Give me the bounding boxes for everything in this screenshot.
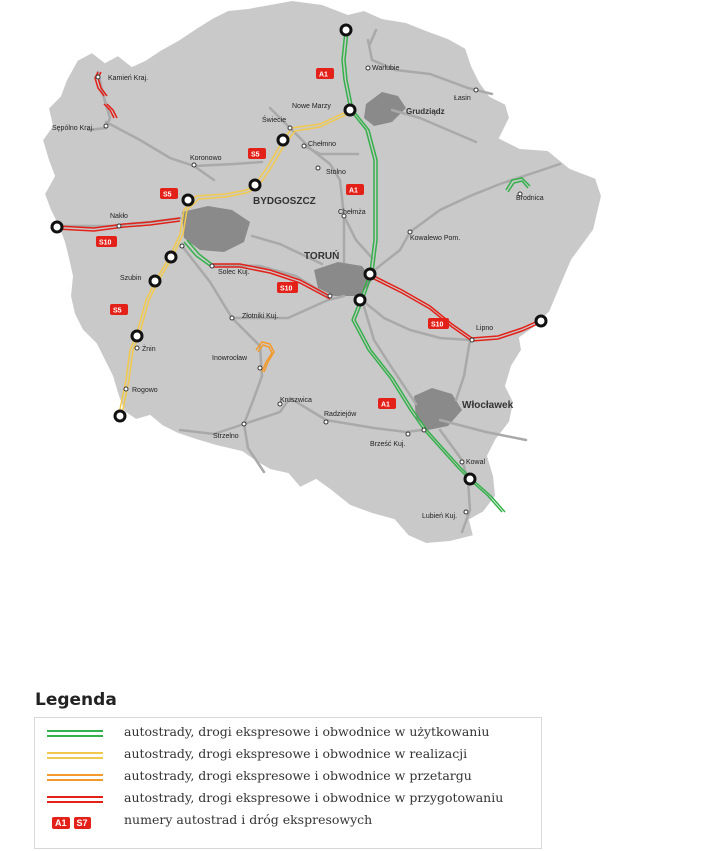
legend-title: Legenda — [35, 690, 117, 710]
svg-text:S10: S10 — [99, 239, 112, 247]
legend — [34, 690, 554, 828]
legend-badges — [52, 813, 95, 831]
label-naklo: Nakło — [110, 213, 128, 220]
label-inowroclaw: Inowrocław — [212, 355, 248, 362]
label-koronowo: Koronowo — [190, 155, 222, 162]
label-kowal: Kowal — [466, 459, 486, 466]
label-nowe-marzy: Nowe Marzy — [292, 103, 331, 110]
legend-label-road-numbers: numery autostrad i dróg ekspresowych — [124, 812, 373, 827]
label-lipno: Lipno — [476, 325, 494, 332]
legend-row-construction — [35, 744, 541, 766]
badge-s10-mid — [277, 282, 298, 293]
svg-text:S5: S5 — [113, 307, 122, 315]
label-grudziadz: Grudziądz — [406, 107, 445, 116]
legend-row-preparation — [35, 788, 541, 810]
svg-text:S5: S5 — [251, 151, 260, 159]
label-swiecie: Świecie — [262, 117, 287, 124]
label-lasin: Łasin — [454, 95, 471, 102]
junction-znin — [132, 331, 142, 341]
legend-row-in-use — [35, 722, 541, 744]
badge-s5-low — [110, 304, 128, 315]
label-szubin: Szubin — [120, 275, 142, 282]
legend-label-in-use: autostrady, drogi ekspresowe i obwodnice w użytkowaniu — [124, 724, 490, 739]
badge-s5-mid — [160, 188, 178, 199]
label-lubien: Lubień Kuj. — [422, 513, 458, 520]
label-zlotniki: Złotniki Kuj. — [242, 313, 279, 320]
junction-szubin-north — [166, 252, 176, 262]
label-solec: Solec Kuj. — [218, 269, 250, 276]
label-bydgoszcz: BYDGOSZCZ — [253, 196, 316, 207]
junction-a1-north — [341, 25, 351, 35]
label-brodnica: Brodnica — [516, 195, 544, 202]
legend-symbol-yellow-lines — [47, 750, 103, 760]
legend-label-construction: autostrady, drogi ekspresowe i obwodnice w realizacji — [124, 746, 468, 761]
legend-badge-a1: A1 — [52, 817, 70, 829]
svg-text:A1: A1 — [381, 401, 390, 409]
junction-nowe-marzy — [345, 105, 355, 115]
junction-szubin — [150, 276, 160, 286]
label-wloclawek: Włocławek — [462, 400, 514, 411]
legend-symbol-orange-lines — [47, 772, 103, 782]
label-warlubie: Warlubie — [372, 65, 400, 72]
badge-s10-left — [96, 236, 117, 247]
legend-badge-s7: S7 — [74, 817, 91, 829]
legend-label-tender: autostrady, drogi ekspresowe i obwodnice w przetargu — [124, 768, 472, 783]
legend-row-road-numbers — [35, 810, 541, 832]
label-chelmza: Chełmża — [338, 209, 366, 216]
junction-kowal — [465, 474, 475, 484]
svg-text:S10: S10 — [431, 321, 444, 329]
badge-s5-top — [248, 148, 266, 159]
label-strzelno: Strzelno — [213, 433, 239, 440]
junction-bydgoszcz-east — [250, 180, 260, 190]
badge-a1-low — [378, 398, 396, 409]
badge-a1-top — [316, 68, 334, 79]
legend-symbol-red-lines — [47, 794, 103, 804]
svg-text:S10: S10 — [280, 285, 293, 293]
label-znin: Żnin — [142, 346, 156, 353]
legend-symbol-green-lines — [47, 728, 103, 738]
label-torun: TORUŃ — [304, 251, 340, 262]
legend-label-preparation: autostrady, drogi ekspresowe i obwodnice w przygotowaniu — [124, 790, 504, 805]
label-radziejow: Radziejów — [324, 411, 357, 418]
junction-torun-south — [355, 295, 365, 305]
label-rogowo: Rogowo — [132, 387, 158, 394]
label-kamien: Kamień Kraj. — [108, 75, 149, 82]
svg-text:A1: A1 — [319, 71, 328, 79]
legend-box — [34, 717, 542, 849]
junction-south — [115, 411, 125, 421]
junction-east — [536, 316, 546, 326]
label-chelmno: Chełmno — [308, 141, 337, 148]
svg-text:A1: A1 — [349, 187, 358, 195]
label-stolno: Stolno — [326, 169, 346, 176]
label-sepolno: Sępólno Kraj. — [52, 125, 95, 132]
junction-west — [52, 222, 62, 232]
junction-torun-east — [365, 269, 375, 279]
svg-text:S5: S5 — [163, 191, 172, 199]
label-kruszwica: Kruszwica — [280, 397, 312, 404]
label-kowalewo: Kowalewo Pom. — [410, 235, 461, 242]
junction-bydgoszcz-north — [183, 195, 193, 205]
legend-row-tender — [35, 766, 541, 788]
junction-swiecie — [278, 135, 288, 145]
badge-a1-mid — [346, 184, 364, 195]
label-brzesc: Brześć Kuj. — [370, 441, 406, 448]
badge-s10-right — [428, 318, 449, 329]
